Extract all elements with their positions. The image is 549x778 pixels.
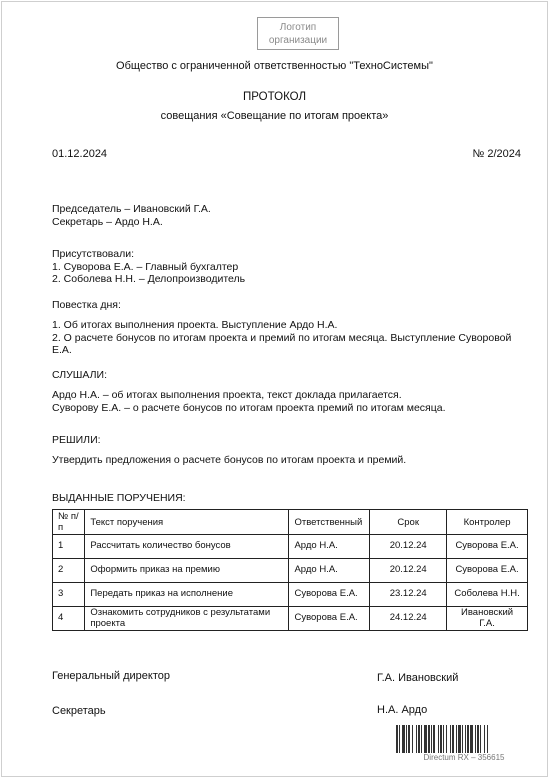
column-header-due-date: Срок: [370, 510, 447, 535]
table-row: [53, 607, 528, 631]
organization-logo-placeholder: [257, 17, 339, 50]
agenda-list: [52, 319, 522, 357]
chairman-line: Председатель – Ивановский Г.А.: [52, 203, 211, 215]
table-row: [53, 583, 528, 607]
cell-responsible: Суворова Е.А.: [289, 583, 370, 607]
cell-controller: Соболева Н.Н.: [447, 583, 528, 607]
document-date: 01.12.2024: [52, 148, 108, 160]
signature-name-secretary: Н.А. Ардо: [377, 704, 428, 716]
document-barcode: [396, 725, 532, 763]
cell-number: 1: [53, 535, 85, 559]
cell-due-date: 24.12.24: [370, 607, 447, 631]
heard-list: [52, 389, 522, 414]
column-header-controller: Контролер: [447, 510, 528, 535]
cell-responsible: Суворова Е.А.: [289, 607, 370, 631]
attendee-item: 1. Суворова Е.А. – Главный бухгалтер: [52, 260, 239, 273]
agenda-item: 1. Об итогах выполнения проекта. Выступление Ардо Н.А.: [52, 319, 338, 331]
cell-due-date: 20.12.24: [370, 535, 447, 559]
attendees-block: [52, 248, 522, 286]
barcode-label: Directum RX – 356615: [396, 753, 532, 763]
signature-title-secretary: Секретарь: [52, 705, 106, 717]
cell-controller: Суворова Е.А.: [447, 535, 528, 559]
logo-text-line-2: организации: [268, 35, 328, 46]
tasks-table-header-row: [53, 510, 528, 535]
cell-task-text: Ознакомить сотрудников с результатами проекта: [85, 607, 289, 631]
attendees-label: Присутствовали:: [52, 248, 135, 260]
signature-name-director: Г.А. Ивановский: [377, 672, 459, 684]
cell-task-text: Оформить приказ на премию: [85, 559, 289, 583]
document-page: [1, 1, 548, 777]
organization-name: Общество с ограниченной ответственностью "ТехноСистемы": [116, 60, 433, 72]
document-number: № 2/2024: [472, 148, 521, 160]
cell-responsible: Ардо Н.А.: [289, 535, 370, 559]
cell-task-text: Рассчитать количество бонусов: [85, 535, 289, 559]
cell-responsible: Ардо Н.А.: [289, 559, 370, 583]
document-title: ПРОТОКОЛ: [242, 91, 306, 103]
agenda-label: Повестка дня:: [52, 299, 121, 311]
cell-number: 3: [53, 583, 85, 607]
logo-text-line-1: Логотип: [279, 22, 317, 33]
attendee-item: 2. Соболева Н.Н. – Делопроизводитель: [52, 273, 246, 285]
cell-number: 2: [53, 559, 85, 583]
column-header-responsible: Ответственный: [289, 510, 370, 535]
tasks-table: [52, 509, 528, 631]
document-subtitle: совещания «Совещание по итогам проекта»: [160, 110, 389, 122]
cell-number: 4: [53, 607, 85, 631]
decided-label: РЕШИЛИ:: [52, 434, 101, 446]
cell-controller: Суворова Е.А.: [447, 559, 528, 583]
heard-item: Суворову Е.А. – о расчете бонусов по итогам проекта премий по итогам месяца.: [52, 401, 446, 414]
table-row: [53, 535, 528, 559]
cell-due-date: 23.12.24: [370, 583, 447, 607]
tasks-label: ВЫДАННЫЕ ПОРУЧЕНИЯ:: [52, 492, 186, 504]
column-header-task-text: Текст поручения: [85, 510, 289, 535]
heard-item: Ардо Н.А. – об итогах выполнения проекта, текст доклада прилагается.: [52, 389, 402, 401]
decision-text: Утвердить предложения о расчете бонусов по итогам проекта и премий.: [52, 454, 407, 466]
signature-title-director: Генеральный директор: [52, 670, 170, 682]
heard-label: СЛУШАЛИ:: [52, 369, 108, 381]
column-header-number: № п/п: [53, 510, 85, 535]
chair-block: [52, 203, 522, 228]
barcode-bars: [396, 725, 532, 755]
secretary-line: Секретарь – Ардо Н.А.: [52, 215, 163, 228]
cell-task-text: Передать приказ на исполнение: [85, 583, 289, 607]
agenda-item: 2. О расчете бонусов по итогам проекта и премий по итогам месяца. Выступление Суворовой Е.А.: [52, 331, 512, 356]
cell-controller: Ивановский Г.А.: [447, 607, 528, 631]
table-row: [53, 559, 528, 583]
cell-due-date: 20.12.24: [370, 559, 447, 583]
